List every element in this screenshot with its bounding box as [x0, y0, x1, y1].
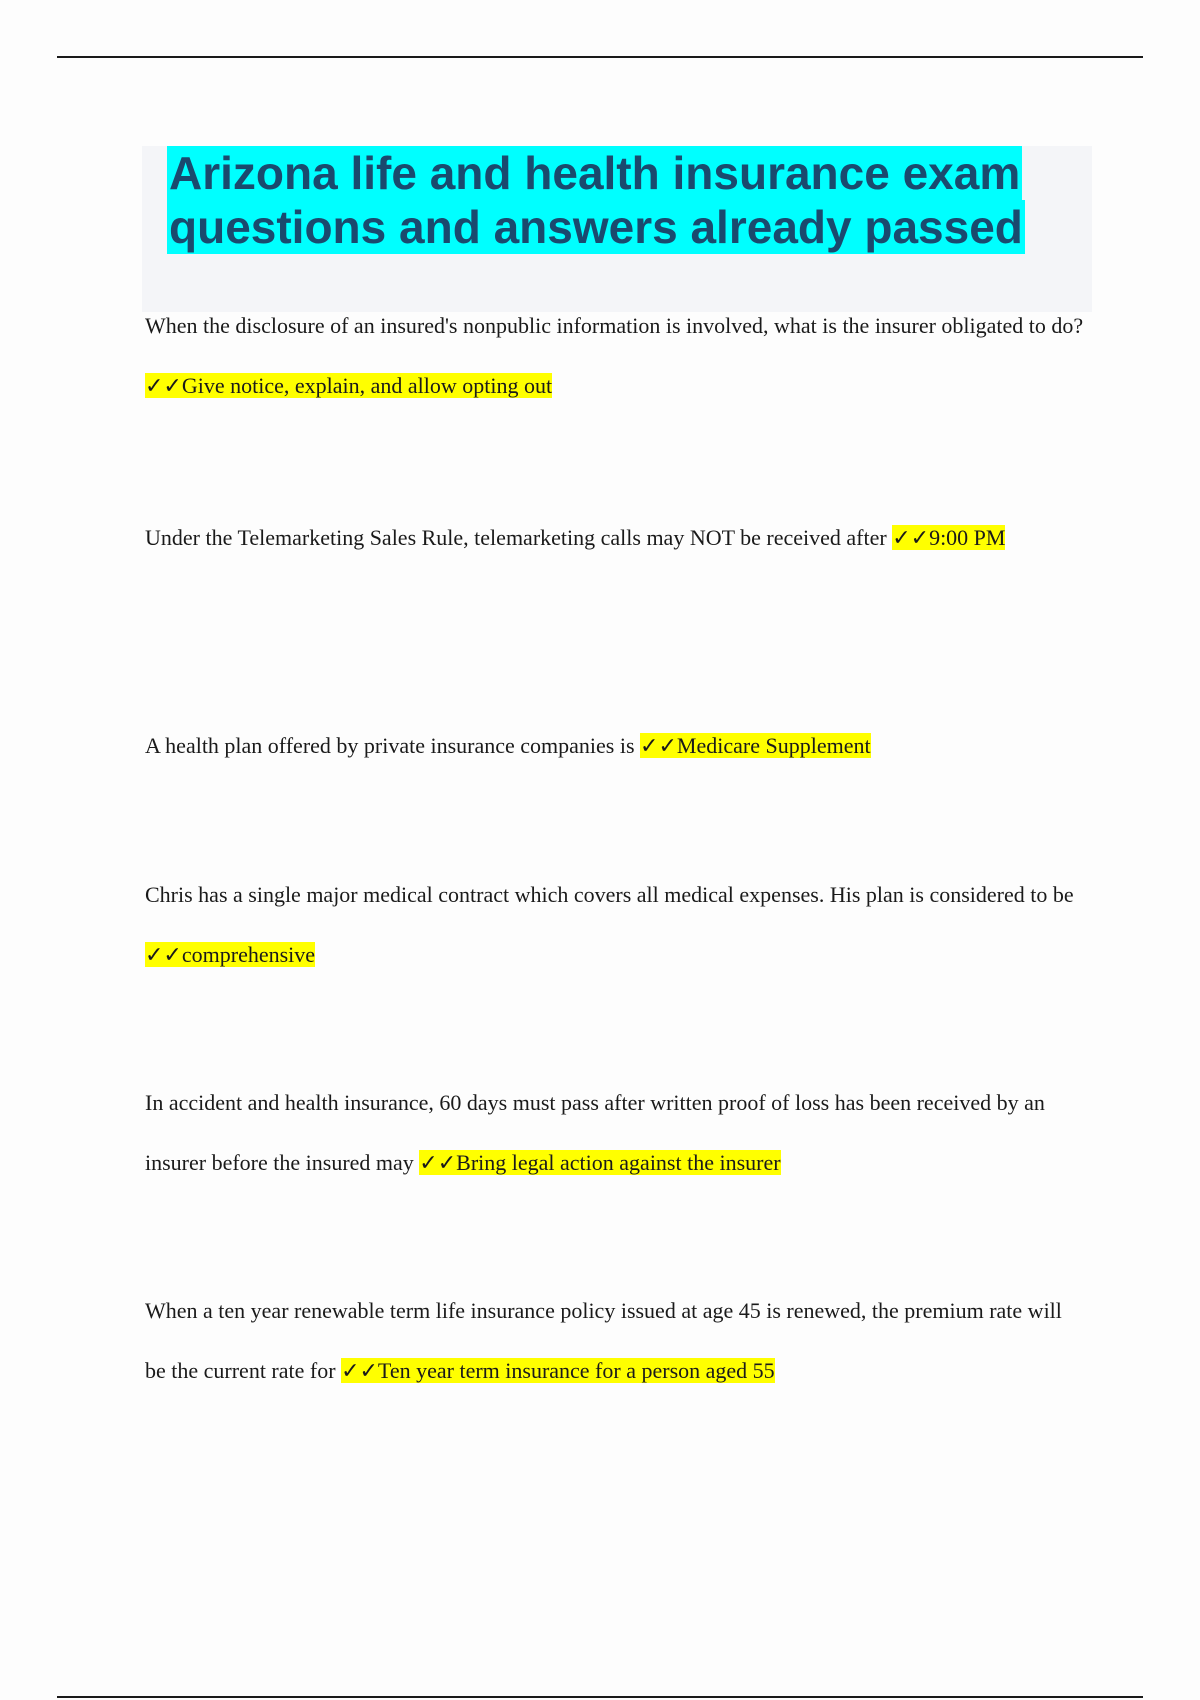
qa-item-5	[145, 1073, 1085, 1193]
question-text: Chris has a single major medical contract which covers all medical expenses. His plan is considered to be	[145, 882, 1074, 907]
answer-text: ✓✓Ten year term insurance for a person aged 55	[341, 1358, 775, 1383]
question-text: In accident and health insurance, 60 days must pass after written proof of loss has been received by an insurer before the insured may	[145, 1090, 1045, 1175]
footer-rule	[57, 1696, 1143, 1698]
qa-item-6	[145, 1281, 1085, 1401]
qa-item-1	[145, 296, 1085, 416]
question-text: When a ten year renewable term life insurance policy issued at age 45 is renewed, the premium rate will be the current rate for	[145, 1298, 1062, 1383]
question-text: When the disclosure of an insured's nonpublic information is involved, what is the insurer obligated to do?	[145, 313, 1084, 338]
question-text: A health plan offered by private insurance companies is	[145, 733, 641, 758]
qa-item-2	[145, 508, 1085, 568]
qa-item-4	[145, 865, 1085, 985]
qa-item-3	[145, 716, 1085, 776]
answer-text: ✓✓Bring legal action against the insurer	[419, 1150, 781, 1175]
document-title	[167, 146, 1025, 254]
answer-text: ✓✓comprehensive	[145, 942, 316, 967]
header-rule	[57, 56, 1143, 58]
title-line-2: questions and answers already passed	[169, 201, 1023, 253]
answer-text: ✓✓Give notice, explain, and allow opting out	[145, 373, 553, 398]
answer-text: ✓✓9:00 PM	[892, 525, 1006, 550]
answer-text: ✓✓Medicare Supplement	[640, 733, 871, 758]
title-line-1: Arizona life and health insurance exam	[169, 147, 1021, 199]
question-text: Under the Telemarketing Sales Rule, telemarketing calls may NOT be received after	[145, 525, 893, 550]
